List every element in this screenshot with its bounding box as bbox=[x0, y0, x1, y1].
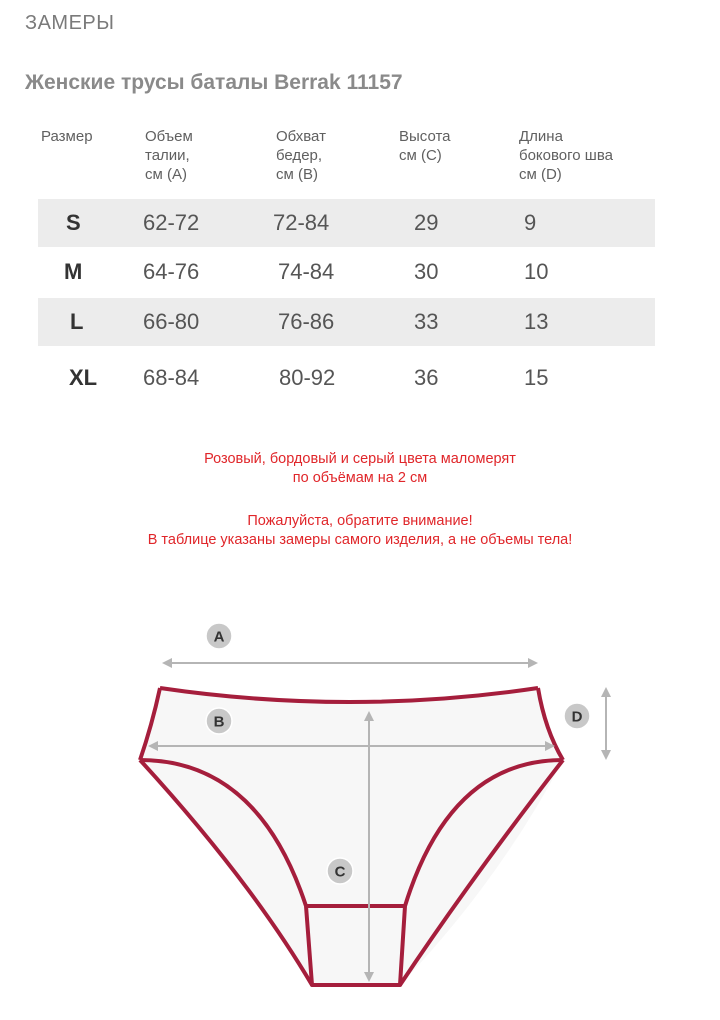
side-seam-cell: 9 bbox=[524, 210, 537, 235]
header-line: см (С) bbox=[399, 147, 442, 164]
height-cell: 29 bbox=[414, 210, 439, 235]
hips-cell: 80-92 bbox=[279, 365, 336, 390]
hips-cell: 76-86 bbox=[278, 309, 335, 334]
table-row bbox=[38, 354, 655, 402]
header-waist bbox=[145, 127, 193, 184]
header-size bbox=[41, 127, 93, 146]
hips-cell: 72-84 bbox=[273, 210, 330, 235]
badge-b-label: B bbox=[213, 713, 225, 731]
header-line: талии, bbox=[145, 147, 190, 164]
badge-c bbox=[327, 858, 353, 884]
header-line: Высота bbox=[399, 128, 451, 145]
badge-d-label: D bbox=[571, 708, 583, 726]
header-line: бокового шва bbox=[519, 147, 613, 164]
badge-c-label: C bbox=[334, 863, 346, 881]
hips-cell: 74-84 bbox=[278, 259, 335, 284]
measurement-diagram bbox=[0, 600, 720, 1020]
header-line: см (А) bbox=[145, 166, 187, 183]
note-line: В таблице указаны замеры самого изделия, а не объемы тела! bbox=[147, 532, 573, 548]
section-title: ЗАМЕРЫ bbox=[25, 12, 115, 34]
header-line: Размер bbox=[41, 128, 93, 145]
side-seam-cell: 13 bbox=[524, 309, 549, 334]
side-seam-cell: 10 bbox=[524, 259, 549, 284]
color-note bbox=[0, 450, 720, 488]
table-row bbox=[38, 248, 655, 296]
header-line: Объем bbox=[145, 128, 193, 145]
waist-cell: 62-72 bbox=[143, 210, 200, 235]
size-cell: XL bbox=[69, 365, 98, 390]
header-line: см (D) bbox=[519, 166, 562, 183]
header-line: бедер, bbox=[276, 147, 323, 164]
size-cell: M bbox=[64, 259, 83, 284]
height-cell: 33 bbox=[414, 309, 439, 334]
badge-a bbox=[206, 623, 232, 649]
attention-note bbox=[0, 512, 720, 550]
side-seam-cell: 15 bbox=[524, 365, 549, 390]
header-line: Обхват bbox=[276, 128, 326, 145]
header-hips bbox=[276, 127, 326, 184]
table-row bbox=[38, 298, 655, 346]
badge-a-label: A bbox=[213, 628, 225, 646]
badge-d bbox=[564, 703, 590, 729]
waist-cell: 68-84 bbox=[143, 365, 200, 390]
briefs-shape bbox=[140, 688, 563, 985]
table-row bbox=[38, 199, 655, 247]
note-line: Розовый, бордовый и серый цвета маломерят bbox=[204, 451, 516, 467]
size-cell: S bbox=[66, 210, 81, 235]
waist-cell: 66-80 bbox=[143, 309, 200, 334]
header-line: см (В) bbox=[276, 166, 318, 183]
note-line: Пожалуйста, обратите внимание! bbox=[247, 513, 473, 529]
note-line: по объёмам на 2 см bbox=[292, 470, 428, 486]
height-cell: 30 bbox=[414, 259, 439, 284]
waist-cell: 64-76 bbox=[143, 259, 200, 284]
size-cell: L bbox=[70, 309, 84, 334]
badge-b bbox=[206, 708, 232, 734]
header-height bbox=[399, 127, 451, 165]
header-side-seam bbox=[519, 127, 613, 184]
product-title: Женские трусы баталы Berrak 11157 bbox=[25, 71, 403, 94]
height-cell: 36 bbox=[414, 365, 439, 390]
header-line: Длина bbox=[519, 128, 563, 145]
